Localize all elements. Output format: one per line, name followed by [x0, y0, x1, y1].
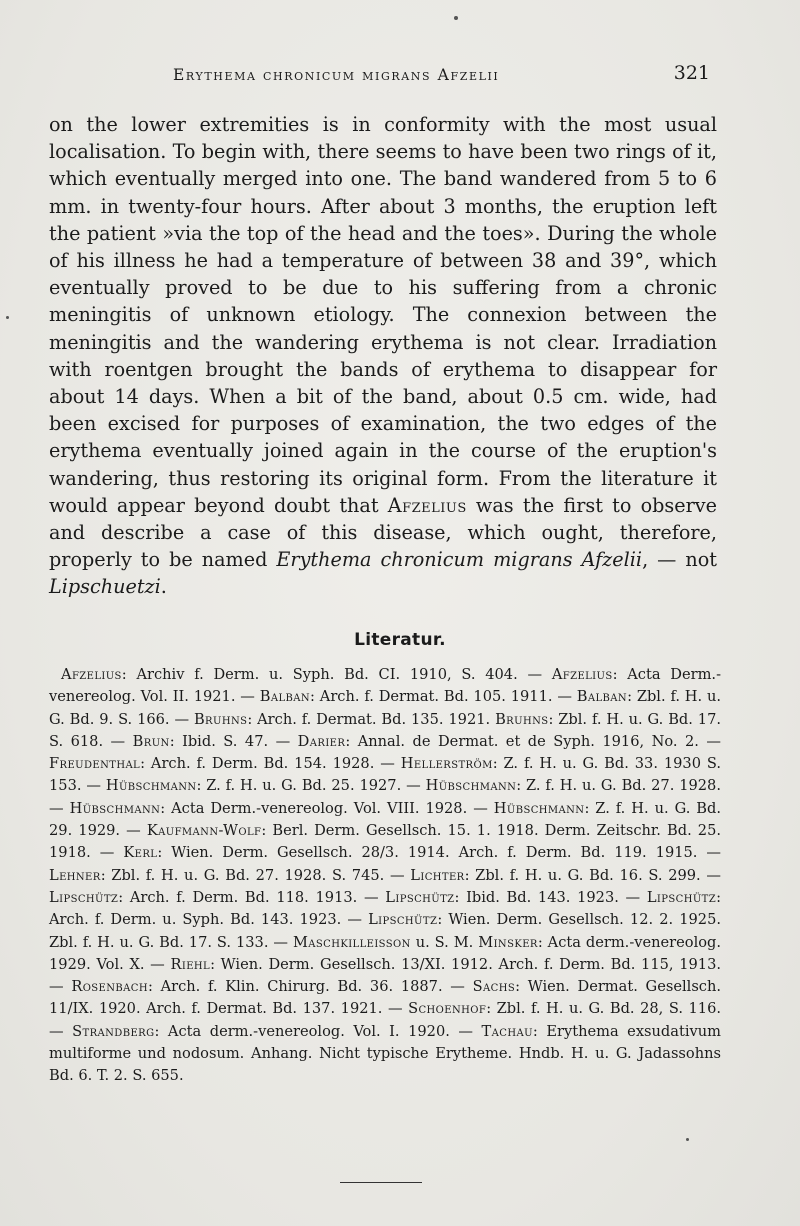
ref-citation: : Z. f. H. u. G. Bd. 27. 1928. —	[49, 777, 721, 817]
ref-citation: : Zbl. f. H. u. G. Bd. 27. 1928. S. 745. —	[100, 866, 411, 884]
ref-citation: : Arch. f. Derm. u. Syph. Bd. 143. 1923. —	[49, 888, 722, 929]
ref-citation: u. S. M.	[410, 933, 479, 951]
body-text-segment: , — not	[642, 548, 717, 572]
ref-citation: : Acta Derm.-venereolog. Vol. VIII. 1928. —	[160, 799, 494, 817]
ref-author: Bruhns	[495, 710, 549, 728]
ref-citation: : Arch. f. Dermat. Bd. 105. 1911. —	[310, 688, 577, 706]
disease-name-alt: Lipschuetzi	[49, 575, 161, 599]
ref-citation: : Annal. de Dermat. et de Syph. 1916, No. 2. —	[345, 732, 722, 750]
ref-citation: : Acta Derm.-venereolog. Vol. II. 1921. —	[49, 666, 722, 706]
body-text-segment: was the first to observe and describe a case of this disease, which ought, therefore, properly to be named	[49, 493, 717, 572]
literature-heading: Literatur.	[354, 630, 446, 650]
running-title: Erythema chronicum migrans Afzelii	[173, 66, 500, 84]
ref-author: Hübschmann	[493, 799, 585, 817]
ref-author: Sachs	[472, 978, 516, 996]
ref-citation: : Zbl. f. H. u. G. Bd. 28, S. 116. —	[49, 1000, 721, 1040]
ref-author: Kaufmann-Wolf	[146, 822, 262, 840]
body-text-segment: .	[160, 575, 167, 599]
ref-author: Kerl	[123, 844, 158, 862]
ref-author: Lichter	[410, 866, 465, 884]
ref-author: Balban	[259, 688, 311, 706]
ref-author: Hübschmann	[425, 777, 517, 795]
author-name: Afzelius	[387, 493, 467, 517]
paper-speck	[454, 16, 458, 20]
ref-citation: : Wien. Derm. Gesellsch. 13/XI. 1912. Arch. f. Derm. Bd. 115, 1913. —	[49, 955, 722, 996]
ref-author: Afzelius	[61, 666, 122, 683]
disease-name: Erythema chronicum migrans Afzelii	[276, 548, 643, 572]
paper-speck	[686, 1138, 689, 1141]
ref-citation: : Zbl. f. H. u. G. Bd. 17. S. 618. —	[49, 710, 721, 750]
running-head	[48, 62, 718, 92]
ref-citation: : Z. f. H. u. G. Bd. 25. 1927. —	[196, 777, 426, 795]
ref-author: Lipschütz	[385, 888, 455, 906]
ref-author: Afzelius	[551, 666, 613, 683]
closing-rule	[340, 1182, 422, 1183]
ref-citation: : Wien. Dermat. Gesellsch. 11/IX. 1920. Arch. f. Dermat. Bd. 137. 1921. —	[49, 978, 722, 1018]
ref-author: Brun	[132, 732, 170, 750]
ref-citation: : Arch. f. Derm. Bd. 118. 1913. —	[118, 888, 386, 906]
ref-citation: : Erythema exsudativum multiforme und nodosum. Anhang. Nicht typische Erytheme. Hndb. H. u. G. Jadassohns Bd. 6. T. 2. S. 655.	[49, 1022, 721, 1085]
ref-citation: : Acta derm.-venereolog. 1929. Vol. X. —	[49, 933, 721, 973]
ref-citation: : Arch. f. Klin. Chirurg. Bd. 36. 1887. —	[147, 978, 473, 996]
ref-author: Schoenhof	[408, 1000, 487, 1018]
ref-citation: : Wien. Derm. Gesellsch. 28/3. 1914. Arch. f. Derm. Bd. 119. 1915. —	[157, 844, 722, 862]
ref-citation: : Archiv f. Derm. u. Syph. Bd. CI. 1910, S. 404. —	[121, 666, 552, 683]
ref-author: Bruhns	[193, 710, 248, 728]
ref-citation: : Arch. f. Dermat. Bd. 135. 1921.	[247, 710, 496, 728]
ref-author: Riehl	[170, 955, 211, 973]
ref-citation: : Berl. Derm. Gesellsch. 15. 1. 1918. Derm. Zeitschr. Bd. 25. 1918. —	[49, 822, 721, 862]
ref-citation: : Ibid. Bd. 143. 1923. —	[454, 888, 647, 906]
ref-citation: : Wien. Derm. Gesellsch. 12. 2. 1925. Zbl. f. H. u. G. Bd. 17. S. 133. —	[49, 911, 721, 951]
ref-author: Strandberg	[72, 1022, 155, 1040]
ref-author: Lehner	[49, 866, 101, 884]
paper-speck	[6, 316, 9, 319]
body-text-segment: on the lower extremities is in conformity with the most usual localisation. To begin with, there seems to have been two rings of it, which eventually merged into one. The band wandered from 5 to 6 mm. in twenty-four hours. After about 3 months, the eruption left the patient »via the top of the head and the toes». During the whole of his illness he had a temperature of between 38 and 39°, which eventually proved to be due to his suffering from a chronic meningitis of unknown etiology. The connexion between the meningitis and the wandering erythema is not clear. Irradiation with roentgen brought the bands of erythema to disappear for about 14 days. When a bit of the band, about 0.5 cm. wide, had been excised for purposes of examination, the two edges of the erythema eventually joined again in the course of the eruption's wandering, thus restoring its original form. From the literature it would appear beyond doubt that	[49, 113, 717, 517]
ref-citation: : Ibid. S. 47. —	[169, 732, 298, 750]
ref-author: Hübschmann	[105, 777, 197, 795]
reference-list	[49, 664, 721, 1088]
page-number: 321	[673, 62, 710, 84]
ref-author: Tachau	[481, 1022, 533, 1040]
ref-citation: : Acta derm.-venereolog. Vol. I. 1920. —	[154, 1022, 482, 1040]
ref-author: Maschkilleisson	[292, 933, 411, 951]
ref-author: Minsker	[478, 933, 538, 951]
ref-citation: : Z. f. H. u. G. Bd. 29. 1929. —	[49, 799, 722, 840]
body-paragraph	[49, 111, 717, 601]
ref-citation: : Arch. f. Derm. Bd. 154. 1928. —	[140, 755, 401, 773]
ref-author: Lipschütz	[646, 888, 717, 906]
ref-author: Lipschütz	[368, 911, 438, 929]
ref-author: Lipschütz	[49, 888, 119, 906]
ref-author: Balban	[576, 688, 628, 706]
ref-author: Hellerström	[400, 755, 493, 773]
ref-citation: : Z. f. H. u. G. Bd. 33. 1930 S. 153. —	[49, 755, 721, 795]
ref-author: Hübschmann	[69, 799, 161, 817]
ref-author: Darier	[297, 732, 346, 750]
ref-author: Rosenbach	[71, 978, 148, 996]
ref-citation: : Zbl. f. H. u. G. Bd. 16. S. 299. —	[464, 866, 721, 884]
ref-author: Freudenthal	[49, 755, 141, 773]
ref-citation: : Zbl. f. H. u. G. Bd. 9. S. 166. —	[49, 688, 722, 728]
